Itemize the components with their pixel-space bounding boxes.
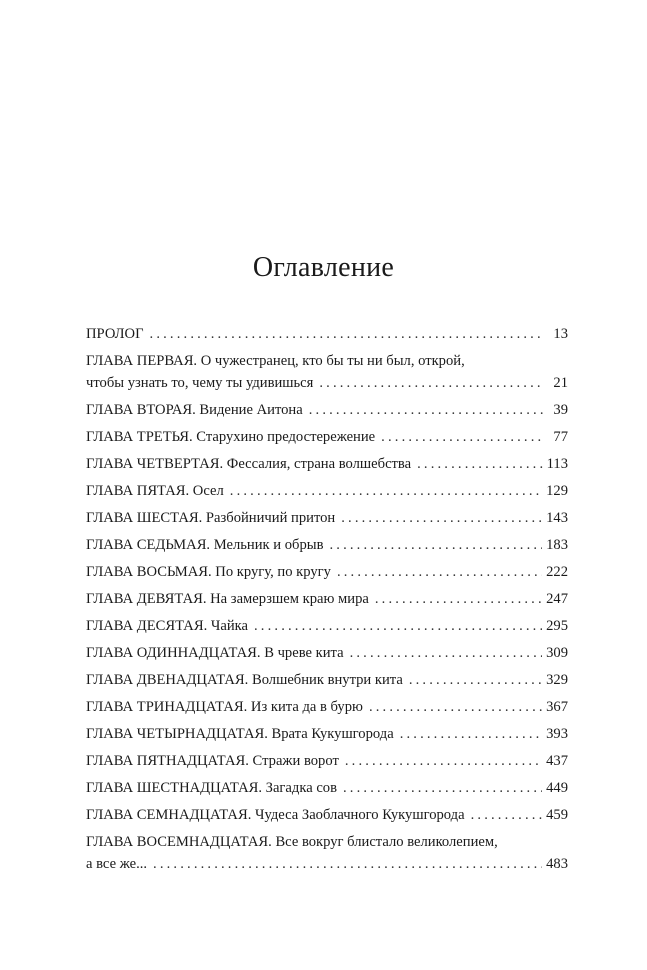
- dot-leader: [471, 804, 543, 826]
- toc-line: [86, 777, 568, 799]
- toc-entry-title: ГЛАВА ШЕСТНАДЦАТАЯ. Загадка сов: [86, 780, 337, 796]
- toc-page-number: 247: [546, 591, 568, 607]
- toc-entry[interactable]: [86, 323, 568, 345]
- toc-entry[interactable]: [86, 507, 568, 529]
- toc-entry-title: ГЛАВА ВОСЬМАЯ. По кругу, по кругу: [86, 564, 331, 580]
- toc-line: [86, 372, 568, 394]
- toc-entry-title: ГЛАВА ШЕСТАЯ. Разбойничий притон: [86, 510, 336, 526]
- toc-entry[interactable]: [86, 615, 568, 637]
- toc-line: [86, 534, 568, 556]
- toc-entry-title: ГЛАВА ДЕСЯТАЯ. Чайка: [86, 618, 248, 634]
- dot-leader: [417, 453, 543, 475]
- toc-entry[interactable]: [86, 777, 568, 799]
- toc-page-number: 393: [546, 726, 568, 742]
- toc-page-number: 13: [553, 326, 568, 342]
- toc-entry[interactable]: [86, 399, 568, 421]
- toc-page-number: 77: [553, 429, 568, 445]
- dot-leader: [319, 372, 544, 394]
- dot-leader: [345, 750, 542, 772]
- toc-entry-title: ГЛАВА ВОСЕМНАДЦАТАЯ. Все вокруг блистало великолепием,: [86, 834, 498, 850]
- table-of-contents: [86, 323, 568, 875]
- page-title: Оглавление: [252, 252, 395, 283]
- toc-entry[interactable]: [86, 750, 568, 772]
- toc-line: [86, 750, 568, 772]
- toc-entry[interactable]: [86, 453, 568, 475]
- toc-entry-title: ГЛАВА СЕМНАДЦАТАЯ. Чудеса Заоблачного Кукушгорода: [86, 807, 465, 823]
- dot-leader: [230, 480, 542, 502]
- toc-page-number: 183: [546, 537, 568, 553]
- toc-line: [86, 561, 568, 583]
- toc-line: [86, 426, 568, 448]
- toc-entry[interactable]: [86, 426, 568, 448]
- toc-entry[interactable]: [86, 669, 568, 691]
- dot-leader: [343, 777, 542, 799]
- toc-entry-title-continued: чтобы узнать то, чему ты удивишься: [86, 375, 314, 391]
- toc-entry[interactable]: [86, 831, 568, 875]
- toc-line: [86, 480, 568, 502]
- toc-page-number: 143: [546, 510, 568, 526]
- dot-leader: [150, 323, 544, 345]
- toc-entry[interactable]: [86, 723, 568, 745]
- toc-entry-title-continued: а все же...: [86, 856, 148, 872]
- toc-line: [86, 853, 568, 875]
- toc-entry-title: ГЛАВА ПЕРВАЯ. О чужестранец, кто бы ты ни был, открой,: [86, 353, 465, 369]
- toc-page-number: 222: [546, 564, 568, 580]
- toc-page-number: 21: [553, 375, 568, 391]
- toc-entry-title: ГЛАВА ЧЕТЫРНАДЦАТАЯ. Врата Кукушгорода: [86, 726, 394, 742]
- toc-entry[interactable]: [86, 350, 568, 394]
- toc-entry-title: ГЛАВА ПЯТАЯ. Осел: [86, 483, 224, 499]
- toc-page-number: 459: [546, 807, 568, 823]
- dot-leader: [309, 399, 544, 421]
- toc-line: [86, 642, 568, 664]
- dot-leader: [337, 561, 542, 583]
- toc-line: [86, 723, 568, 745]
- toc-line: [86, 507, 568, 529]
- toc-line: [86, 696, 568, 718]
- toc-line: [86, 399, 568, 421]
- toc-page-number: 449: [546, 780, 568, 796]
- dot-leader: [369, 696, 542, 718]
- toc-page-number: 329: [546, 672, 568, 688]
- toc-entry-title: ГЛАВА ПЯТНАДЦАТАЯ. Стражи ворот: [86, 753, 339, 769]
- dot-leader: [329, 534, 542, 556]
- dot-leader: [341, 507, 542, 529]
- toc-line: [86, 588, 568, 610]
- toc-page-number: 367: [546, 699, 568, 715]
- toc-line: [86, 323, 568, 345]
- toc-entry-title: ПРОЛОГ: [86, 326, 144, 342]
- toc-entry[interactable]: [86, 534, 568, 556]
- toc-line: [86, 615, 568, 637]
- toc-page-number: 39: [553, 402, 568, 418]
- toc-page-number: 129: [546, 483, 568, 499]
- toc-entry-title: ГЛАВА ДВЕНАДЦАТАЯ. Волшебник внутри кита: [86, 672, 403, 688]
- toc-entry-title: ГЛАВА СЕДЬМАЯ. Мельник и обрыв: [86, 537, 324, 553]
- dot-leader: [381, 426, 544, 448]
- toc-line: [86, 804, 568, 826]
- toc-line: [86, 669, 568, 691]
- toc-entry-title: ГЛАВА ОДИННАДЦАТАЯ. В чреве кита: [86, 645, 344, 661]
- dot-leader: [400, 723, 542, 745]
- toc-entry-title: ГЛАВА ТРИНАДЦАТАЯ. Из кита да в бурю: [86, 699, 363, 715]
- toc-page-number: 437: [546, 753, 568, 769]
- dot-leader: [375, 588, 542, 610]
- dot-leader: [153, 853, 542, 875]
- toc-entry[interactable]: [86, 696, 568, 718]
- dot-leader: [409, 669, 542, 691]
- toc-entry[interactable]: [86, 588, 568, 610]
- toc-entry[interactable]: [86, 561, 568, 583]
- toc-page-number: 113: [546, 456, 568, 472]
- dot-leader: [254, 615, 542, 637]
- toc-page-number: 295: [546, 618, 568, 634]
- toc-line: [86, 453, 568, 475]
- toc-page-number: 483: [546, 856, 568, 872]
- dot-leader: [350, 642, 543, 664]
- toc-entry[interactable]: [86, 804, 568, 826]
- toc-entry-title: ГЛАВА ВТОРАЯ. Видение Аитона: [86, 402, 303, 418]
- toc-entry[interactable]: [86, 642, 568, 664]
- toc-entry-title: ГЛАВА ДЕВЯТАЯ. На замерзшем краю мира: [86, 591, 369, 607]
- toc-entry-title: ГЛАВА ТРЕТЬЯ. Старухино предостережение: [86, 429, 376, 445]
- toc-entry-title: ГЛАВА ЧЕТВЕРТАЯ. Фессалия, страна волшебства: [86, 456, 412, 472]
- toc-entry[interactable]: [86, 480, 568, 502]
- toc-page-number: 309: [546, 645, 568, 661]
